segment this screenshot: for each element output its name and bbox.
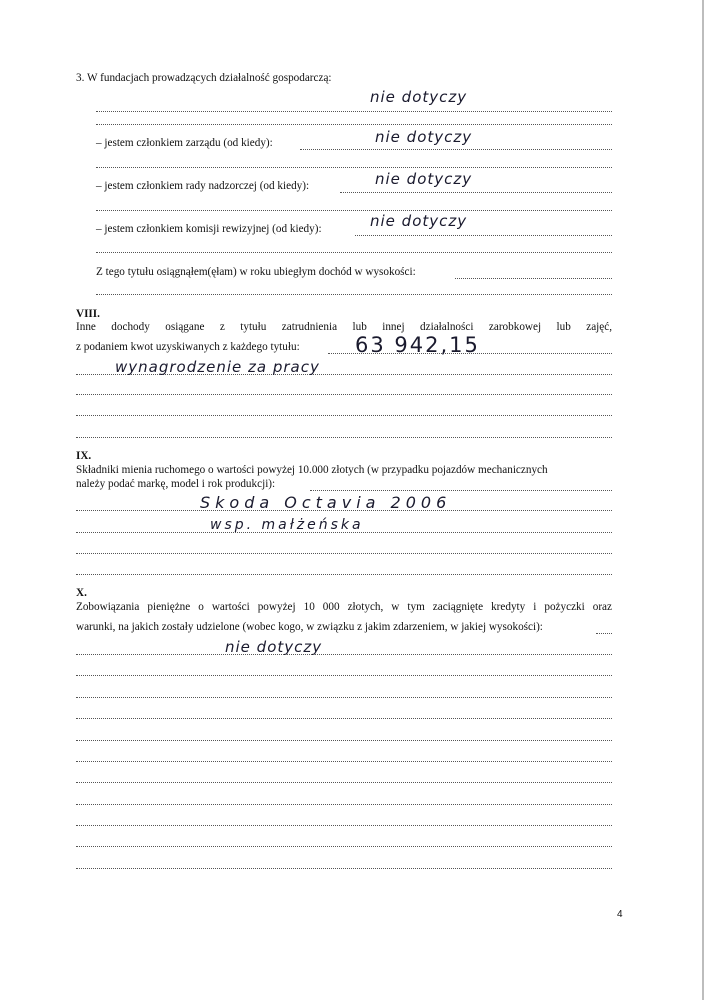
dotted-line <box>76 415 612 416</box>
dotted-line <box>76 510 612 511</box>
dotted-line <box>96 294 612 295</box>
section9-line2: należy podać markę, model i rok produkcji): <box>76 478 276 490</box>
dotted-line <box>76 740 612 741</box>
income-label: Z tego tytułu osiągnąłem(ęłam) w roku ubiegłym dochód w wysokości: <box>96 266 416 278</box>
dotted-line <box>596 633 612 634</box>
dotted-line <box>355 235 612 236</box>
dotted-line <box>76 761 612 762</box>
section9-line1: Składniki mienia ruchomego o wartości powyżej 10.000 złotych (w przypadku pojazdów mechanicznych <box>76 464 548 476</box>
dotted-line <box>96 252 612 253</box>
dotted-line <box>96 111 612 112</box>
section8-number: VIII. <box>76 308 100 320</box>
handwritten-answer: nie dotyczy <box>225 638 323 656</box>
dotted-line <box>300 149 612 150</box>
audit-label: – jestem członkiem komisji rewizyjnej (od kiedy): <box>96 223 322 235</box>
board-label: – jestem członkiem zarządu (od kiedy): <box>96 137 273 149</box>
dotted-line <box>96 210 612 211</box>
dotted-line <box>76 553 612 554</box>
handwritten-answer: nie dotyczy <box>375 170 473 188</box>
section8-line2: z podaniem kwot uzyskiwanych z każdego tytułu: <box>76 341 300 353</box>
dotted-line <box>76 868 612 869</box>
dotted-line <box>76 782 612 783</box>
handwritten-answer: nie dotyczy <box>370 88 468 106</box>
dotted-line <box>455 278 612 279</box>
dotted-line <box>96 167 612 168</box>
section10-number: X. <box>76 587 87 599</box>
dotted-line <box>340 192 612 193</box>
handwritten-income-source: wynagrodzenie za pracy <box>115 358 320 376</box>
dotted-line <box>76 675 612 676</box>
handwritten-amount: 63 942,15 <box>355 333 480 357</box>
page-number: 4 <box>617 909 623 920</box>
dotted-line <box>76 846 612 847</box>
dotted-line <box>310 490 612 491</box>
dotted-line <box>76 825 612 826</box>
dotted-line <box>76 697 612 698</box>
handwritten-answer: nie dotyczy <box>370 212 468 230</box>
handwritten-vehicle-note: wsp. małżeńska <box>210 517 364 533</box>
section10-line1: Zobowiązania pieniężne o wartości powyżej 10 000 złotych, w tym zaciągnięte kredyty i pożyczki oraz <box>76 601 612 613</box>
dotted-line <box>76 718 612 719</box>
handwritten-vehicle: Skoda Octavia 2006 <box>200 493 452 512</box>
supervisory-label: – jestem członkiem rady nadzorczej (od kiedy): <box>96 180 310 192</box>
section10-line2: warunki, na jakich zostały udzielone (wobec kogo, w związku z jakim zdarzeniem, w jakiej wysokości): <box>76 621 543 633</box>
dotted-line <box>76 394 612 395</box>
scan-edge <box>702 0 704 1000</box>
dotted-line <box>76 532 612 533</box>
dotted-line <box>76 654 612 655</box>
section9-number: IX. <box>76 450 92 462</box>
dotted-line <box>76 574 612 575</box>
dotted-line <box>96 124 612 125</box>
dotted-line <box>76 437 612 438</box>
section8-line1: Inne dochody osiągane z tytułu zatrudnienia lub innej działalności zarobkowej lub zajęć, <box>76 321 612 333</box>
section3-heading: 3. W fundacjach prowadzących działalność gospodarczą: <box>76 72 332 84</box>
handwritten-answer: nie dotyczy <box>375 128 473 146</box>
dotted-line <box>76 804 612 805</box>
